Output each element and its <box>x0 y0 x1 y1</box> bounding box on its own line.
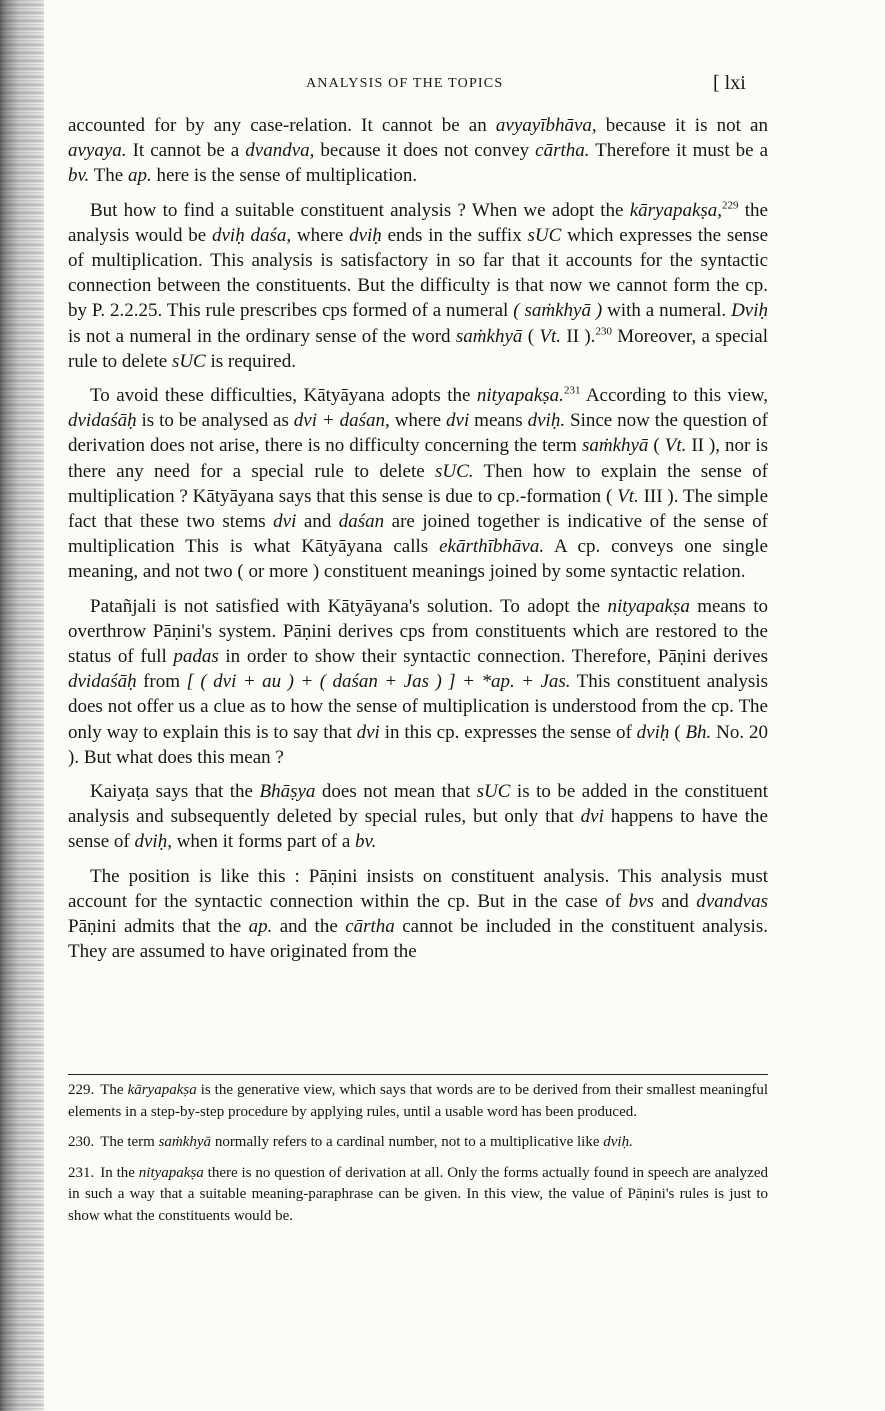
text-run: The <box>89 165 128 187</box>
term: dvidaśāḥ <box>68 671 137 693</box>
text-run: It cannot be a <box>126 140 246 162</box>
text-run: According to this view, <box>580 385 769 407</box>
term: nityapakṣa <box>607 595 690 617</box>
page-number: [ lxi <box>713 72 746 94</box>
text-run: normally refers to a cardinal number, not to a multiplicative like <box>211 1134 604 1150</box>
term: dvidaśāḥ <box>68 410 137 432</box>
text-run: This constituent analysis does not offer us a clue as to how the sense of multiplication is understood from the cp. The only way to explain this is to say that <box>68 671 768 743</box>
term: dvi <box>273 511 297 533</box>
term: Bh. <box>685 721 712 743</box>
term: sUC. <box>435 460 474 482</box>
text-run: and the <box>272 916 346 938</box>
text-run: means to overthrow Pāṇini's system. Pāṇini derives cps from constituents which are restored to the status of full <box>68 595 768 668</box>
term: bvs <box>628 890 654 912</box>
term: dvandvas <box>696 890 769 912</box>
text-run: But how to find a suitable constituent analysis ? When we adopt the <box>90 199 630 221</box>
footnote-ref[interactable]: 230 <box>595 325 612 338</box>
term: nityapakṣa. <box>476 385 564 407</box>
text-run: are joined together is indicative of the sense of multiplication This is what Kātyāyana calls <box>68 511 769 558</box>
paragraph-1 <box>68 113 768 189</box>
scan-binding-shadow <box>0 0 44 1411</box>
footnote-229 <box>68 1080 768 1123</box>
text-run: In the <box>100 1164 139 1181</box>
text-run: accounted for by any case-relation. It cannot be an <box>68 115 496 136</box>
text-run: Therefore it must be a <box>589 140 768 162</box>
term: Dviḥ <box>731 300 768 322</box>
term: dvi <box>580 806 604 828</box>
text-run: there is no question of derivation at all. Only the forms actually found in speech are analyzed in such a way that a suitable meaning-paraphrase can be given. In this view, the value of Pāṇini's rules is just to show what the constituents would be. <box>68 1164 768 1224</box>
text-run: ( <box>522 325 540 347</box>
text-run: Moreover, a special rule to delete <box>68 325 769 372</box>
formula: [ ( dvi + au ) + ( daśan + Jas ) ] + *ap. + Jas. <box>186 671 571 693</box>
term: dviḥ, <box>134 831 172 853</box>
footnote-number: 231. <box>68 1164 95 1181</box>
term: bv. <box>355 831 377 853</box>
text-run: III ). The simple fact that these two stems <box>68 485 768 533</box>
main-text <box>68 113 768 974</box>
text-run: and <box>653 890 697 912</box>
text-run: The term <box>100 1134 159 1150</box>
text-run: in this cp. expresses the sense of <box>379 721 637 743</box>
text-run: in order to show their syntactic connection. Therefore, Pāṇini derives <box>218 646 768 668</box>
term: padas <box>173 646 219 668</box>
paragraph-6 <box>68 864 768 965</box>
term: Bhāṣya <box>259 781 316 803</box>
term: saṁkhyā <box>581 435 649 457</box>
text-run: is to be added in the constituent analysis and subsequently deleted by special rules, but only that <box>68 781 768 828</box>
term: sUC <box>171 350 206 372</box>
text-run: To avoid these difficulties, Kātyāyana adopts the <box>90 385 477 407</box>
term: ap. <box>127 165 152 187</box>
text-run: from <box>136 671 187 693</box>
term: cārtha <box>345 916 395 938</box>
term: dvi <box>446 410 470 432</box>
term: saṁkhyā <box>158 1134 212 1150</box>
text-run: the analysis would be <box>68 199 768 246</box>
footnote-number: 230. <box>68 1134 95 1150</box>
text-run: ( <box>669 721 686 743</box>
term: sUC <box>527 224 562 246</box>
text-run: is not a numeral in the ordinary sense of the word <box>68 325 456 347</box>
term: ( saṁkhyā ) <box>513 300 603 322</box>
text-run: II ). <box>561 325 596 347</box>
term: ap. <box>248 916 273 938</box>
paragraph-5 <box>68 779 768 855</box>
text-run: where <box>291 224 350 246</box>
term: Vt. <box>539 325 562 347</box>
term: sUC <box>476 781 511 803</box>
text-run: Then how to explain the sense of multiplication ? Kātyāyana says that this sense is due to cp.-formation ( <box>68 460 768 507</box>
term: dviḥ. <box>603 1134 633 1150</box>
running-head: ANALYSIS OF THE TOPICS <box>306 76 504 91</box>
footnote-230 <box>68 1132 768 1154</box>
text-run: is the generative view, which says that words are to be derived from their smallest meaningful elements in a step-by-step procedure by applying rules, until a usable word has been produced. <box>68 1082 769 1120</box>
text-run: happens to have the sense of <box>68 806 768 853</box>
page-header <box>306 74 766 98</box>
footnote-ref[interactable]: 231 <box>563 384 581 397</box>
text-run: ends in the suffix <box>381 224 528 246</box>
text-run: when it forms part of a <box>171 831 356 853</box>
term: dviḥ daśa, <box>211 224 292 246</box>
text-run: II ), nor is there any need for a special rule to delete <box>68 435 768 482</box>
term: dvi <box>356 721 380 743</box>
text-run: is required. <box>205 350 296 372</box>
text-run: No. 20 ). But what does this mean ? <box>68 721 769 768</box>
term: kāryapakṣa, <box>629 199 723 221</box>
footnote-231 <box>68 1163 768 1228</box>
text-run: The position is like this : Pāṇini insists on constituent analysis. This analysis must account for the syntactic connection within the cp. But in the case of <box>68 865 768 912</box>
term: kāryapakṣa <box>127 1082 197 1098</box>
text-run: means <box>469 410 528 432</box>
term: cārtha. <box>535 140 590 162</box>
text-run: Pāṇini admits that the <box>68 916 249 938</box>
footnotes <box>68 1080 768 1236</box>
term: dviḥ <box>636 721 670 743</box>
footnote-number: 229. <box>68 1082 95 1098</box>
term: saṁkhyā <box>455 325 523 347</box>
text-run: with a numeral. <box>602 300 732 322</box>
text-run: is to be analysed as <box>136 410 294 432</box>
text-run: where <box>389 410 447 432</box>
text-run: which expresses the sense of multiplication. This analysis is satisfactory in so far that it accounts for the syntactic connection between the constituents. But the difficulty is that now we cannot form the cp. by P. 2.2.25. This rule prescribes cps formed of a numeral <box>68 224 769 322</box>
term: ekārthībhāva. <box>439 536 545 558</box>
text-run: Since now the question of derivation does not arise, there is no difficulty concerning the term <box>68 410 769 457</box>
text-run: Patañjali is not satisfied with Kātyāyana's solution. To adopt the <box>90 595 608 617</box>
paragraph-4 <box>68 594 768 770</box>
term: dvandva, <box>245 140 315 162</box>
paragraph-3 <box>68 383 768 585</box>
term: bv. <box>68 165 90 187</box>
term: dviḥ <box>349 224 382 246</box>
text-run: because it does not convey <box>314 140 536 162</box>
term: Vt. <box>664 435 687 457</box>
paragraph-2 <box>68 198 768 374</box>
term: dvi + daśan, <box>293 410 390 432</box>
term: avyaya. <box>68 140 127 162</box>
text-run: cannot be included in the constituent analysis. They are assumed to have originated from the <box>68 916 768 963</box>
term: dviḥ. <box>527 410 566 432</box>
footnote-divider <box>68 1074 768 1075</box>
text-run: does not mean that <box>315 781 477 803</box>
text-run: Kaiyaṭa says that the <box>90 781 260 803</box>
term: avyayībhāva, <box>495 115 597 136</box>
text-run: The <box>100 1082 128 1098</box>
text-run: A cp. conveys one single meaning, and not two ( or more ) constituent meanings joined by some syntactic relation. <box>68 536 768 583</box>
term: Vt. <box>617 485 639 507</box>
text-run: ( <box>648 435 665 457</box>
text-run: here is the sense of multiplication. <box>151 165 418 187</box>
footnote-ref[interactable]: 229 <box>722 199 739 212</box>
term: nityapakṣa <box>138 1164 204 1181</box>
text-run: and <box>296 511 339 533</box>
text-run: because it is not an <box>596 115 768 136</box>
term: daśan <box>338 511 385 533</box>
